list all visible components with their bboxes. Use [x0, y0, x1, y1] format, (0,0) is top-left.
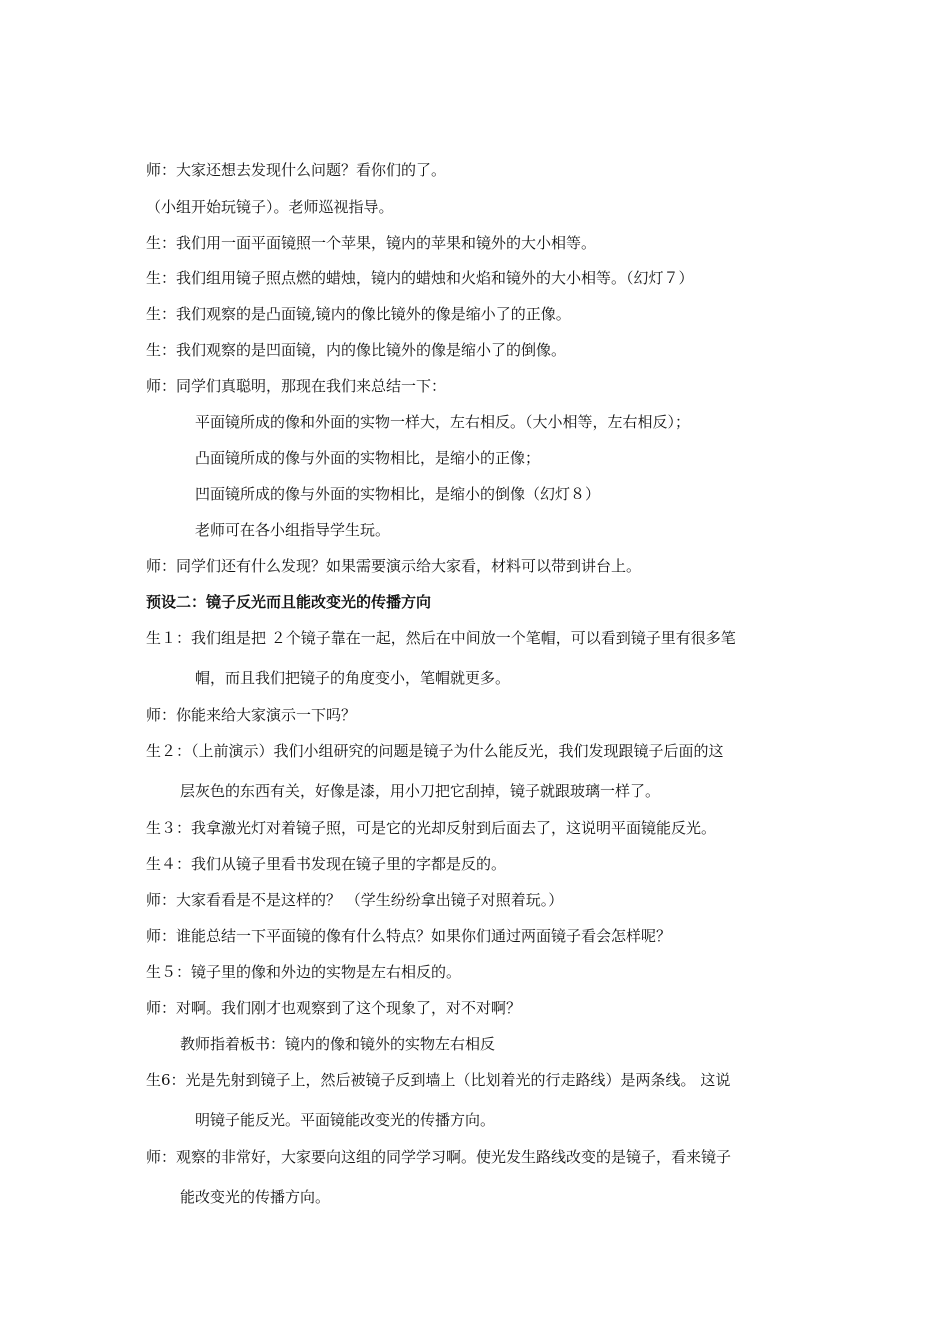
paragraph: 生２：（上前演示）我们小组研究的问题是镜子为什么能反光，我们发现跟镜子后面的这 — [146, 742, 724, 760]
paragraph: 生：我们观察的是凸面镜,镜内的像比镜外的像是缩小了的正像。 — [146, 305, 571, 323]
paragraph-continuation: 帽，而且我们把镜子的角度变小，笔帽就更多。 — [195, 669, 511, 687]
summary-line: 平面镜所成的像和外面的实物一样大，左右相反。（大小相等，左右相反）； — [195, 413, 691, 431]
paragraph: （小组开始玩镜子）。老师巡视指导。 — [146, 198, 394, 216]
board-note: 教师指着板书：镜内的像和镜外的实物左右相反 — [180, 1035, 496, 1053]
paragraph: 生6：光是先射到镜子上，然后被镜子反到墙上（比划着光的行走路线）是两条线。 这说 — [146, 1071, 731, 1089]
paragraph: 生３：我拿激光灯对着镜子照，可是它的光却反射到后面去了，这说明平面镜能反光。 — [146, 819, 717, 837]
paragraph: 生４：我们从镜子里看书发现在镜子里的字都是反的。 — [146, 855, 507, 873]
paragraph: 师：同学们还有什么发现？如果需要演示给大家看，材料可以带到讲台上。 — [146, 557, 642, 575]
paragraph-continuation: 明镜子能反光。平面镜能改变光的传播方向。 — [195, 1111, 496, 1129]
paragraph: 生５：镜子里的像和外边的实物是左右相反的。 — [146, 963, 462, 981]
paragraph: 师：大家还想去发现什么问题？看你们的了。 — [146, 161, 447, 179]
paragraph: 生：我们组用镜子照点燃的蜡烛，镜内的蜡烛和火焰和镜外的大小相等。（幻灯７） — [146, 269, 694, 287]
paragraph: 师：大家看看是不是这样的？ （学生纷纷拿出镜子对照着玩。） — [146, 891, 564, 909]
paragraph: 师：谁能总结一下平面镜的像有什么特点？如果你们通过两面镜子看会怎样呢？ — [146, 927, 672, 945]
paragraph: 生：我们用一面平面镜照一个苹果，镜内的苹果和镜外的大小相等。 — [146, 234, 597, 252]
paragraph-continuation: 层灰色的东西有关，好像是漆，用小刀把它刮掉，镜子就跟玻璃一样了。 — [180, 782, 661, 800]
paragraph-continuation: 能改变光的传播方向。 — [180, 1188, 331, 1206]
paragraph: 生：我们观察的是凹面镜，内的像比镜外的像是缩小了的倒像。 — [146, 341, 567, 359]
paragraph: 师：观察的非常好，大家要向这组的同学学习啊。使光发生路线改变的是镜子，看来镜子 — [146, 1148, 732, 1166]
summary-line: 老师可在各小组指导学生玩。 — [195, 521, 391, 539]
summary-line: 凸面镜所成的像与外面的实物相比，是缩小的正像； — [195, 449, 541, 467]
paragraph: 师：同学们真聪明，那现在我们来总结一下： — [146, 377, 447, 395]
paragraph: 师：对啊。我们刚才也观察到了这个现象了，对不对啊？ — [146, 999, 522, 1017]
paragraph: 生１：我们组是把 ２个镜子靠在一起，然后在中间放一个笔帽，可以看到镜子里有很多笔 — [146, 629, 736, 647]
paragraph: 师：你能来给大家演示一下吗？ — [146, 706, 357, 724]
summary-line: 凹面镜所成的像与外面的实物相比，是缩小的倒像（幻灯８） — [195, 485, 601, 503]
section-heading: 预设二：镜子反光而且能改变光的传播方向 — [146, 593, 432, 611]
